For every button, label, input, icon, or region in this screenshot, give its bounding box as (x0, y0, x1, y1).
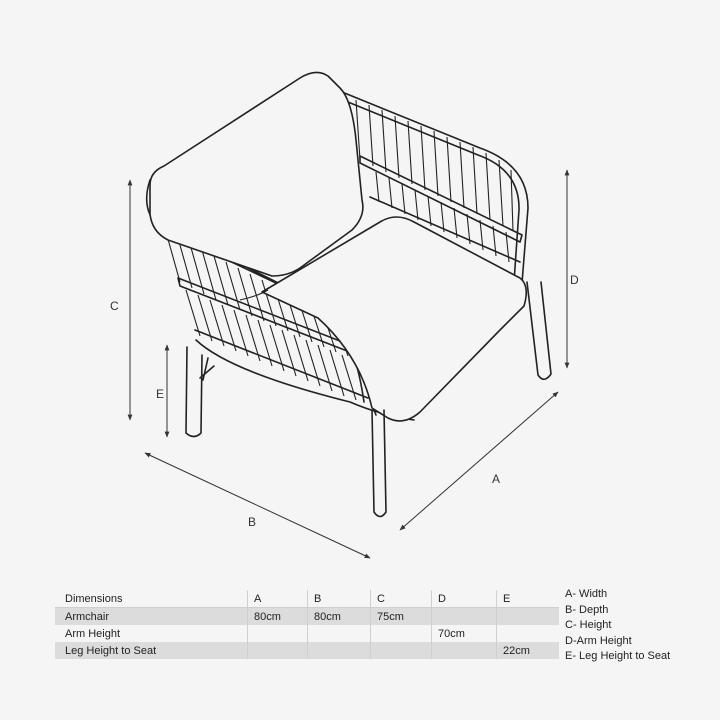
table-cell: 70cm (432, 625, 497, 642)
legend-item: D-Arm Height (565, 634, 632, 647)
table-cell: Armchair (55, 608, 248, 626)
table-cell: 75cm (371, 608, 432, 626)
armchair-illustration (147, 72, 551, 516)
dimension-line-b (145, 453, 370, 558)
table-cell: 80cm (308, 608, 371, 626)
table-header-row (55, 590, 559, 608)
table-cell (497, 625, 560, 642)
table-header: Dimensions (55, 590, 248, 608)
table-cell (371, 642, 432, 659)
dimension-label-c: C (110, 299, 119, 313)
legend-item: C- Height (565, 619, 612, 631)
table-cell (308, 625, 371, 642)
table-cell (248, 642, 308, 659)
back-right-leg (527, 282, 551, 379)
table-cell: Arm Height (55, 625, 248, 642)
table-cell (308, 642, 371, 659)
dimension-label-e: E (156, 387, 165, 401)
table-row (55, 608, 559, 626)
dimension-label-d: D (570, 273, 579, 287)
table-cell (432, 642, 497, 659)
table-cell: Leg Height to Seat (55, 642, 248, 659)
legend-item: B- Depth (565, 603, 609, 616)
back-cushion (150, 72, 363, 276)
table-header: C (371, 590, 432, 608)
front-left-leg-stub (203, 358, 208, 380)
dimension-legend (565, 587, 670, 665)
dimension-line-a (400, 392, 558, 530)
table-cell (497, 608, 560, 626)
dimension-label-b: B (248, 515, 257, 529)
legend-item: A- Width (565, 588, 608, 600)
table-header: B (308, 590, 371, 608)
table-cell: 22cm (497, 642, 560, 659)
table-row (55, 642, 559, 659)
table-cell: 80cm (248, 608, 308, 626)
table-header: E (497, 590, 560, 608)
front-leg (372, 410, 386, 517)
legend-item: E- Leg Height to Seat (565, 650, 671, 662)
table-header: D (432, 590, 497, 608)
table-cell (371, 625, 432, 642)
table-cell (432, 608, 497, 626)
back-left-leg (186, 347, 202, 437)
dimension-label-a: A (492, 472, 501, 486)
dimensions-table (55, 590, 559, 659)
table-header: A (248, 590, 308, 608)
table-cell (248, 625, 308, 642)
table-row (55, 625, 559, 642)
